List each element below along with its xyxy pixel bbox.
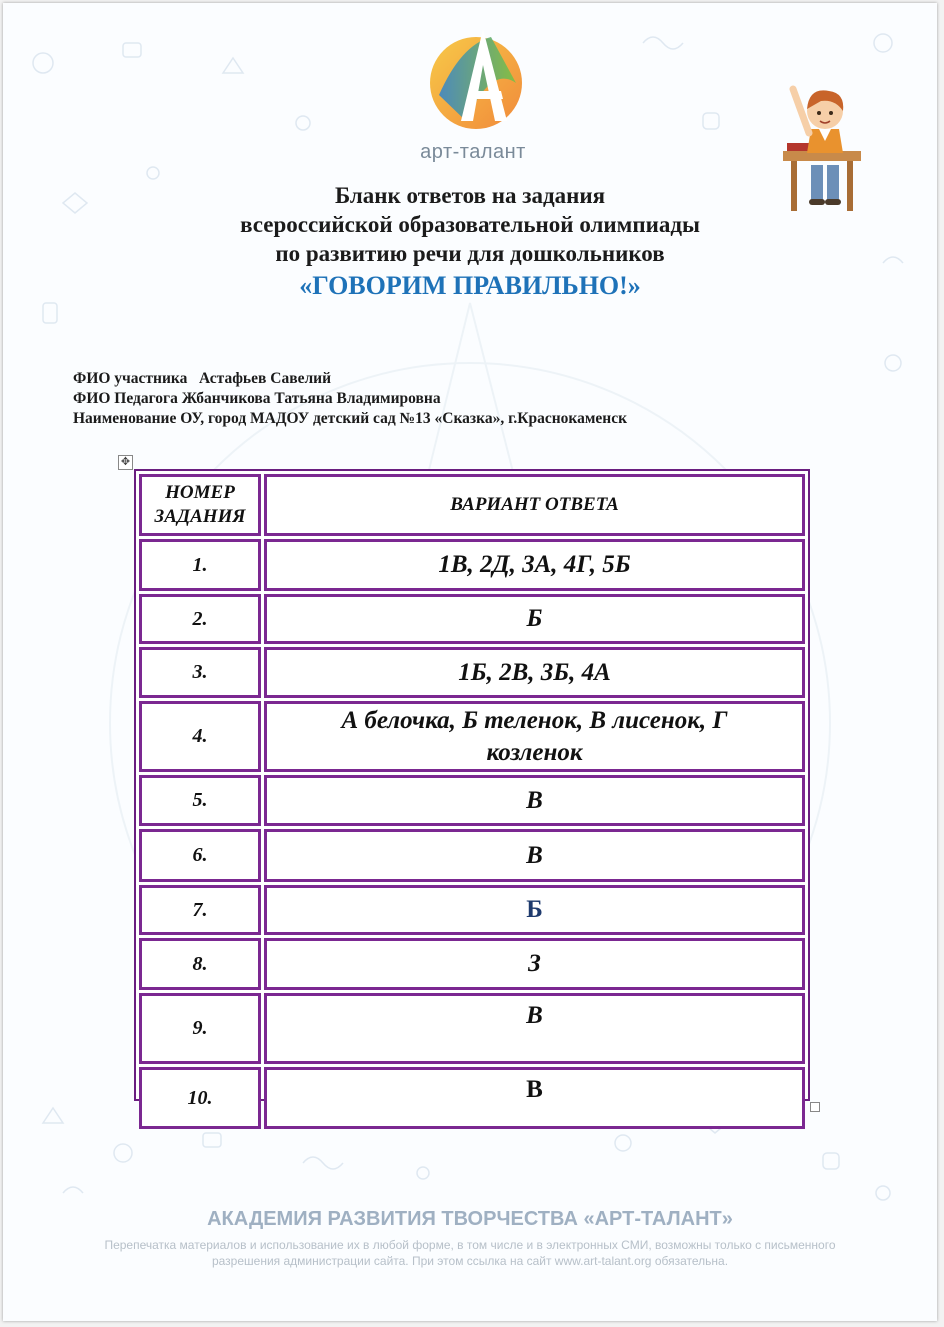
participant-name: ФИО участника Астафьев Савелий <box>73 370 332 387</box>
task-number: 3. <box>139 647 261 698</box>
task-number: 4. <box>139 701 261 772</box>
title-line: всероссийской образовательной олимпиады <box>240 212 700 237</box>
school-name: Наименование ОУ, город МАДОУ детский сад №13 «Сказка», г.Краснокаменск <box>73 410 628 427</box>
task-answer: 1Б, 2В, 3Б, 4А <box>264 647 805 698</box>
logo-text: арт-талант <box>420 141 526 163</box>
task-answer: А белочка, Б теленок, В лисенок, Г козленок <box>264 701 805 772</box>
task-answer: В <box>264 775 805 826</box>
task-answer: З <box>264 938 805 990</box>
footer-note: Перепечатка материалов и использование их в любой форме, в том числе и в электронных СМИ, возможны только с письменного разрешения администрации сайта. При этом ссылка на сайт www.art-talant.org обязательна. <box>104 1238 836 1268</box>
task-number: 2. <box>139 594 261 644</box>
task-number: 5. <box>139 775 261 826</box>
teacher-name: ФИО Педагога Жбанчикова Татьяна Владимировна <box>73 390 441 407</box>
task-answer: Б <box>264 885 805 935</box>
task-answer: В <box>264 993 805 1064</box>
document-title <box>3 181 937 302</box>
header-answer: ВАРИАНТ ОТВЕТА <box>264 474 805 536</box>
table-move-handle[interactable]: ✥ <box>118 455 133 470</box>
answers-table <box>134 469 810 1109</box>
task-number: 7. <box>139 885 261 935</box>
task-number: 8. <box>139 938 261 990</box>
title-line: по развитию речи для дошкольников <box>275 241 665 266</box>
task-number: 6. <box>139 829 261 882</box>
olympiad-name: «ГОВОРИМ ПРАВИЛЬНО!» <box>299 271 641 300</box>
task-number: 10. <box>139 1067 261 1129</box>
task-number: 1. <box>139 539 261 591</box>
participant-info <box>73 369 627 429</box>
title-line: Бланк ответов на задания <box>334 183 606 208</box>
header-number: НОМЕР ЗАДАНИЯ <box>139 474 261 536</box>
task-answer: Б <box>264 594 805 644</box>
task-answer: В <box>264 1067 805 1129</box>
task-number: 9. <box>139 993 261 1064</box>
task-answer: 1В, 2Д, 3А, 4Г, 5Б <box>264 539 805 591</box>
art-talant-logo <box>421 25 531 135</box>
task-answer: В <box>264 829 805 882</box>
document-page <box>3 3 937 1321</box>
footer-title: АКАДЕМИЯ РАЗВИТИЯ ТВОРЧЕСТВА «АРТ-ТАЛАНТ» <box>207 1208 733 1230</box>
table-resize-handle[interactable] <box>810 1102 820 1112</box>
